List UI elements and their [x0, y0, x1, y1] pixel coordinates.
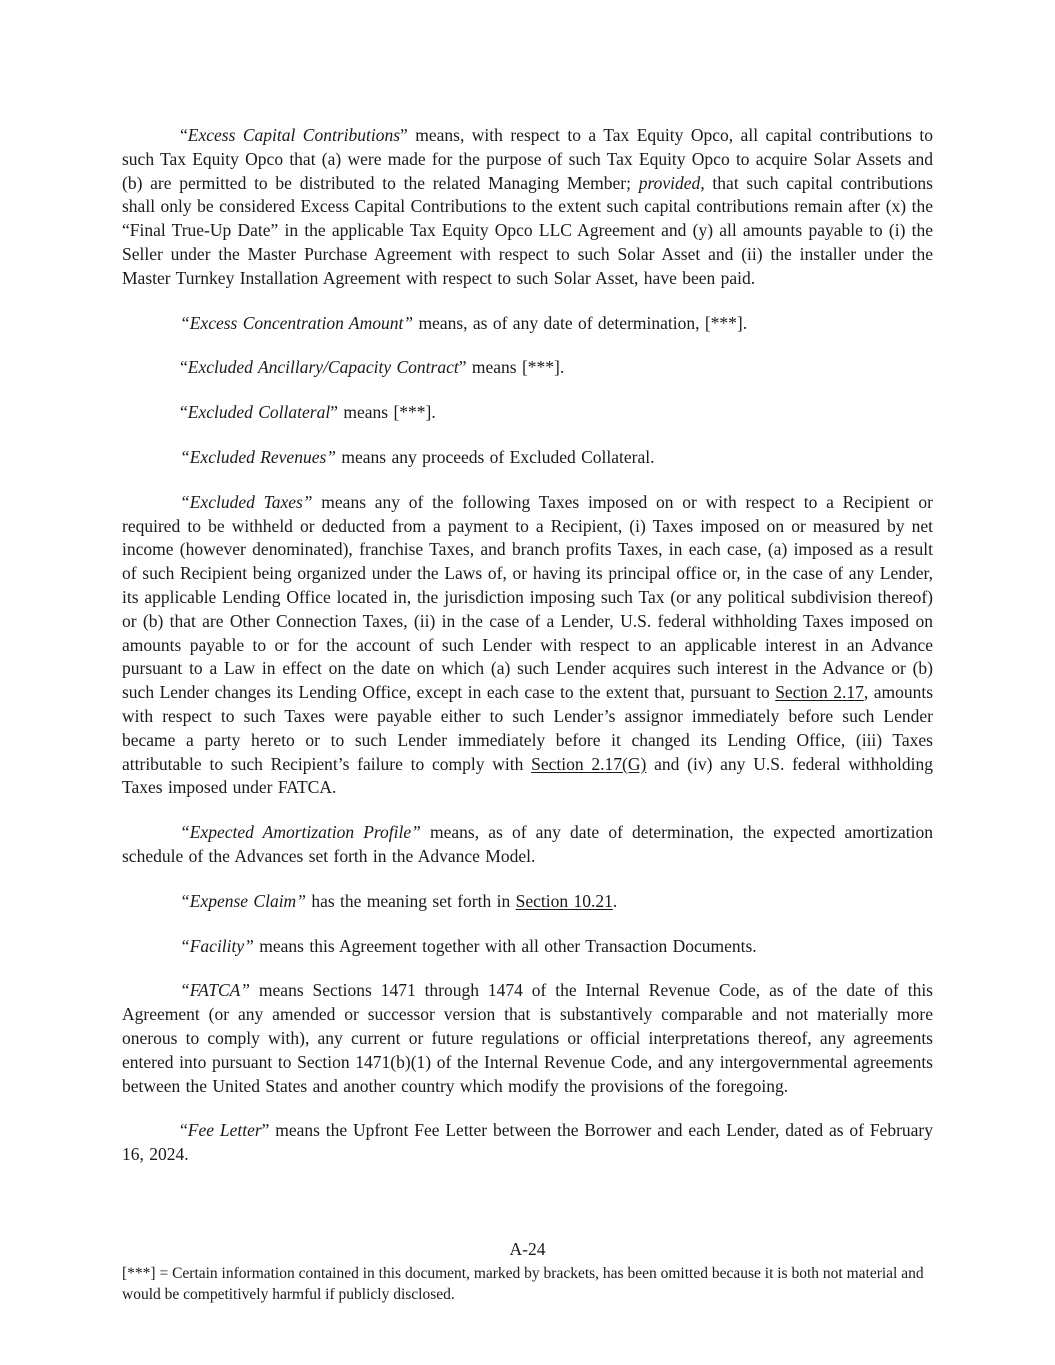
definition-paragraph	[122, 312, 933, 336]
text-run: means any proceeds of Excluded Collateral.	[336, 446, 655, 467]
defined-term: provided	[638, 172, 701, 193]
section-reference: Section 2.17	[775, 682, 864, 703]
text-run: means, as of any date of determination, the expected amortization schedule of the Advances set forth in the Advance Model.	[122, 822, 934, 866]
text-run: means, as of any date of determination, [***].	[413, 312, 748, 333]
definition-paragraph	[122, 356, 933, 380]
text-run: ” means the Upfront Fee Letter between the Borrower and each Lender, dated as of February 16, 2024.	[122, 1120, 933, 1165]
defined-term: “Excess Concentration Amount”	[180, 312, 414, 333]
definition-paragraph	[122, 890, 933, 914]
page-number: A-24	[509, 1239, 546, 1259]
text-run: has the meaning set forth in	[305, 890, 516, 911]
text-run: means Sections 1471 through 1474 of the Internal Revenue Code, as of the date of this Agreement (or any amended or successor version that is substantively comparable and not materially more onerous to comply with), any current or future regulations or official interpretations thereof, any agreements entered into pursuant to Section 1471(b)(1) of the Internal Revenue Code, and any intergovernmental agreements between the United States and another country which modify the provisions of the foregoing.	[122, 980, 933, 1096]
defined-term: Fee Letter	[187, 1120, 262, 1141]
definitions-section	[122, 124, 933, 1188]
definition-paragraph	[122, 124, 933, 291]
defined-term: “Excluded Revenues”	[180, 446, 337, 467]
defined-term: “Facility”	[180, 935, 254, 956]
section-reference: Section 10.21	[515, 890, 613, 911]
definition-paragraph	[122, 935, 933, 959]
text-run: means any of the following Taxes imposed on or with respect to a Recipient or required to be withheld or deducted from a payment to a Recipient, (i) Taxes imposed on or measured by net income (however denominated), franchise Taxes, and branch profits Taxes, in each case, (a) imposed as a result of such Recipient being organized under the Laws of, or having its principal office or, in the case of any Lender, its applicable Lending Office located in, the jurisdiction imposing such Tax (or any political subdivision thereof) or (b) that are Other Connection Taxes, (ii) in the case of a Lender, U.S. federal withholding Taxes imposed on amounts payable to or for the account of such Lender with respect to an applicable interest in an Advance pursuant to a Law in effect on the date on which (a) such Lender acquires such interest in the Advance or (b) such Lender changes its Lending Office, except in each case to the extent that, pursuant to	[122, 491, 933, 703]
page-footer	[122, 1237, 933, 1305]
text-run: “	[180, 125, 188, 145]
text-run: .	[612, 890, 618, 911]
definition-paragraph	[122, 979, 933, 1098]
text-run: means this Agreement together with all other Transaction Documents.	[253, 935, 757, 956]
defined-term: “FATCA”	[180, 980, 251, 1001]
definition-paragraph	[122, 1119, 933, 1167]
section-reference: Section 2.17(G)	[531, 753, 647, 774]
defined-term: “Expected Amortization Profile”	[180, 822, 421, 843]
text-run: , amounts with respect to such Taxes were payable either to such Lender’s assignor immediately before such Lender became a party hereto or to such Lender immediately before it changed its Lending Office, (iii) Taxes attributable to such Recipient’s failure to comply with	[122, 682, 933, 774]
text-run: “	[180, 357, 188, 378]
text-run: “	[180, 1120, 188, 1141]
definition-paragraph	[122, 401, 933, 425]
confidentiality-footnote: [***] = Certain information contained in this document, marked by brackets, has been omitted because it is both not material and would be competitively harmful if publicly disclosed.	[122, 1265, 924, 1303]
defined-term: Excluded Collateral	[187, 402, 331, 423]
text-run: , that such capital contributions shall only be considered Excess Capital Contributions to the extent such capital contributions remain after (x) the “Final True-Up Date” in the applicable Tax Equity Opco LLC Agreement and (y) all amounts payable to (i) the Seller under the Master Purchase Agreement with respect to such Solar Asset and (ii) the installer under the Master Turnkey Installation Agreement with respect to such Solar Asset, have been paid.	[122, 172, 933, 288]
text-run: and (iv) any U.S. federal withholding Taxes imposed under FATCA.	[122, 753, 934, 798]
defined-term: “Excluded Taxes”	[180, 491, 313, 512]
text-run: ” means [***].	[330, 402, 436, 423]
text-run: ” means [***].	[458, 357, 565, 378]
definition-paragraph	[122, 491, 933, 800]
defined-term: Excluded Ancillary/Capacity Contract	[187, 357, 459, 378]
text-run: “	[180, 402, 188, 423]
definition-paragraph	[122, 821, 933, 869]
text-run: ” means, with respect to a Tax Equity Opco, all capital contributions to such Tax Equity Opco that (a) were made for the purpose of such Tax Equity Opco to acquire Solar Assets and (b) are permitted to be distributed to the related Managing Member;	[122, 125, 933, 193]
defined-term: “Expense Claim”	[180, 890, 306, 911]
defined-term: Excess Capital Contributions	[187, 125, 401, 145]
definition-paragraph	[122, 446, 933, 470]
